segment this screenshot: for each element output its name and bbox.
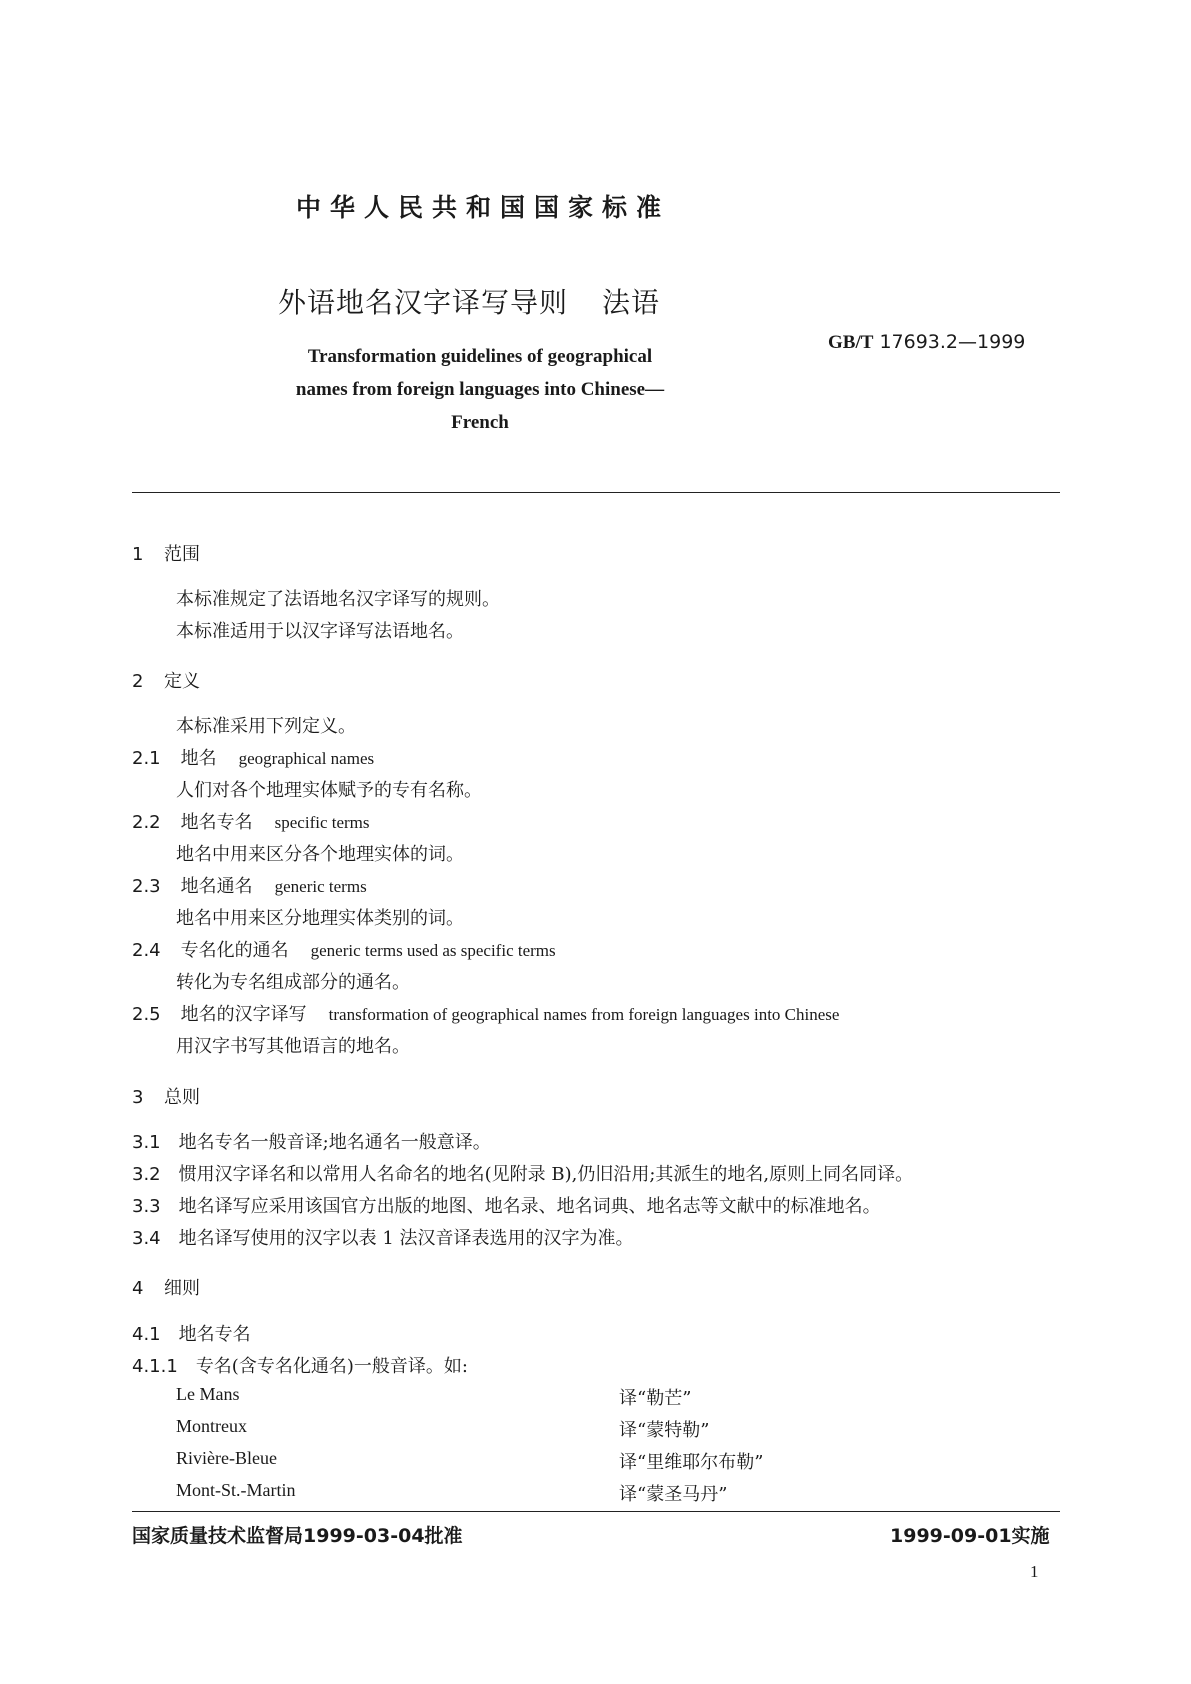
definition-clause: 2.4 专名化的通名 generic terms used as specific terms	[132, 940, 556, 961]
header-divider	[132, 492, 1060, 493]
standard-category-heading: 中华人民共和国国家标准	[296, 193, 671, 222]
clause: 3.2 惯用汉字译名和以常用人名命名的地名(见附录 B),仍旧沿用;其派生的地名,原则上同名同译。	[132, 1164, 914, 1185]
example-chinese-translation: 译“蒙圣马丹”	[619, 1484, 728, 1505]
example-french-name: Montreux	[176, 1416, 247, 1436]
definition-text: 转化为专名组成部分的通名。	[176, 972, 410, 993]
clause: 4.1.1 专名(含专名化通名)一般音译。如:	[132, 1356, 468, 1377]
footer-divider	[132, 1511, 1060, 1512]
example-french-name: Le Mans	[176, 1384, 240, 1404]
example-chinese-translation: 译“勒芒”	[619, 1388, 692, 1409]
section-heading-general: 3 总则	[132, 1087, 200, 1108]
definition-clause: 2.1 地名 geographical names	[132, 748, 375, 769]
section-heading-definitions: 2 定义	[132, 671, 200, 692]
clause: 4.1 地名专名	[132, 1324, 251, 1345]
effective-date: 1999-09-01实施	[890, 1525, 1050, 1547]
paragraph: 本标准采用下列定义。	[176, 716, 356, 737]
example-chinese-translation: 译“里维耶尔布勒”	[619, 1452, 764, 1473]
english-title-line: French	[451, 412, 509, 433]
definition-text: 地名中用来区分各个地理实体的词。	[176, 844, 464, 865]
definition-text: 用汉字书写其他语言的地名。	[176, 1036, 410, 1057]
definition-text: 人们对各个地理实体赋予的专有名称。	[176, 780, 482, 801]
clause: 3.3 地名译写应采用该国官方出版的地图、地名录、地名词典、地名志等文献中的标准地名。	[132, 1196, 881, 1217]
standard-code: 17693.2—1999	[879, 331, 1026, 353]
definition-clause: 2.2 地名专名 specific terms	[132, 812, 370, 833]
english-title-line: Transformation guidelines of geographical	[307, 346, 653, 367]
english-title-line: names from foreign languages into Chinese—	[295, 379, 665, 400]
paragraph: 本标准适用于以汉字译写法语地名。	[176, 621, 464, 642]
definition-clause: 2.5 地名的汉字译写 transformation of geographical names from foreign languages into Chinese	[132, 1004, 840, 1025]
standard-number	[828, 331, 1025, 354]
paragraph: 本标准规定了法语地名汉字译写的规则。	[176, 589, 500, 610]
clause: 3.4 地名译写使用的汉字以表 1 法汉音译表选用的汉字为准。	[132, 1228, 634, 1249]
clause: 3.1 地名专名一般音译;地名通名一般意译。	[132, 1132, 491, 1153]
english-title	[270, 340, 690, 439]
chinese-title	[278, 281, 660, 321]
example-french-name: Rivière-Bleue	[176, 1448, 277, 1468]
section-heading-scope: 1 范围	[132, 544, 200, 565]
standard-prefix: GB/T	[828, 332, 874, 353]
example-chinese-translation: 译“蒙特勒”	[619, 1420, 710, 1441]
chinese-title-language: 法语	[602, 286, 661, 319]
definition-text: 地名中用来区分地理实体类别的词。	[176, 908, 464, 929]
section-heading-details: 4 细则	[132, 1278, 200, 1299]
definition-clause: 2.3 地名通名 generic terms	[132, 876, 367, 897]
chinese-title-main: 外语地名汉字译写导则	[278, 286, 569, 319]
approval-note: 国家质量技术监督局1999-03-04批准	[132, 1525, 463, 1547]
example-french-name: Mont-St.-Martin	[176, 1480, 296, 1500]
page-number: 1	[1030, 1562, 1039, 1581]
